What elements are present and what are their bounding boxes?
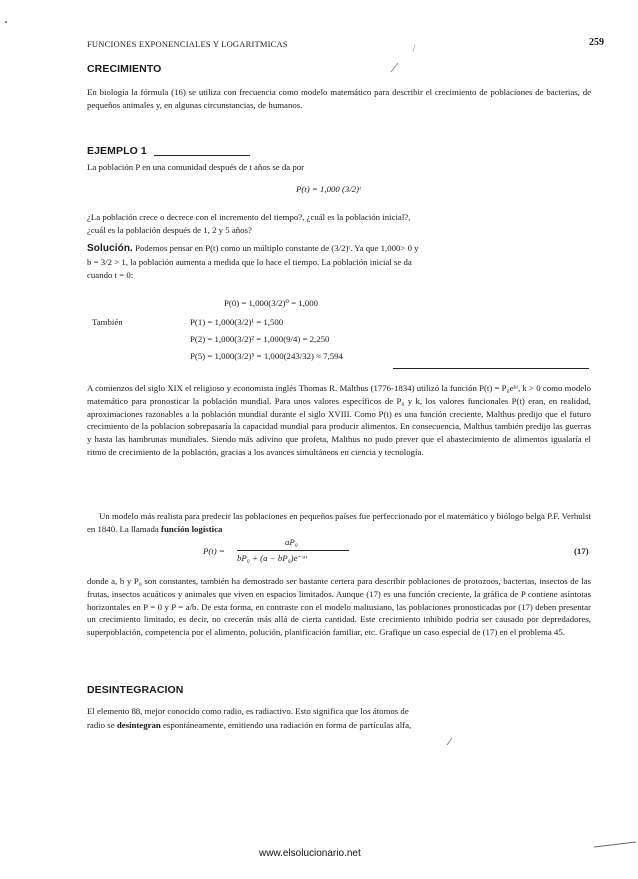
equation-p1: P(1) = 1,000(3/2)¹ = 1,500 [190, 317, 284, 327]
equation-p2: P(2) = 1,000(3/2)² = 1,000(9/4) = 2,250 [190, 334, 330, 344]
malthus-paragraph: A comienzos del siglo XIX el religioso y economista inglés Thomas R. Malthus (1776-1834) utilizó la función P(t) = P₀eᵏᵗ, k > 0 como modelo matemático para pronosticar la población mundial. Para unos valores específicos de P₀ y k, los valores funcionales P(t) eran, en realidad, aproximaciones razonables a la población mundial durante el siglo XVIII. Como P(t) es una función creciente, Malthus predijo que el futuro crecimiento de la poblacion sobrepasaría la capacidad mundial para producir alimentos. En consecuencia, Malthus también predijo las guerras y hasta las hambrunas mundiales. Siendo más adivino que profeta, Malthus no pudo prever que el abastecimiento de alimentos igualaría el ritmo de crecimiento de la población, gracias a los avances simultáneos en ciencia y tecnología. [87, 383, 591, 457]
footer-url[interactable]: www.elsolucionario.net [259, 848, 361, 859]
desintegracion-line-2-pre: radio se [87, 720, 115, 730]
desintegracion-line-1: El elemento 88, mejor conocido como radio, es radiactivo. Esto significa que los átomos de [87, 706, 409, 716]
example-question-2: ¿cuál es la población después de 1, 2 y 5 años? [87, 225, 252, 235]
solution-label: Solución. [87, 243, 133, 254]
logistic-lhs: P(t) = [203, 546, 225, 556]
example-label: EJEMPLO 1 [87, 145, 147, 157]
running-header: FUNCIONES EXPONENCIALES Y LOGARITMICAS [87, 39, 288, 49]
desintegran-term: desintegran [116, 720, 161, 730]
solution-line-2: b = 3/2 > 1, la población aumenta a medida que lo hace el tiempo. La población inicial se da [87, 257, 412, 267]
example-question-1: ¿La población crece o decrece con el incremento del tiempo?, ¿cuál es la población inicial?, [87, 212, 411, 222]
logistic-term: función logística [161, 523, 223, 534]
equation-number-17: (17) [574, 546, 589, 556]
logistic-discussion-paragraph: donde a, b y P₀ son constantes, también ha demostrado ser bastante certera para describir poblaciones de protozoos, bacterias, insectos de las frutas, insectos acuáticos y animales que viven en espacios limitados. Aunque (17) es una función creciente, la gráfica de P contiene asíntotas horizontales en P = 0 y P = a/b. De esta forma, en contraste con el modelo maltusiano, las poblaciones pronosticadas por (17) deben presentar un crecimiento limitado, es decir, no crecerán más allá de cierta cantidad. Este crecimiento inhibido podría ser causado por depredadores, superpoblación, competencia por el alimento, polución, planificación familiar, etc. Grafique un caso especial de (17) en el problema 45. [87, 576, 591, 638]
solution-line-1-text: Podemos pensar en P(t) como un múltiplo constante de (3/2)ᵗ. Ya que 1,000> 0 y [135, 243, 419, 253]
tambien-label: También [92, 317, 123, 327]
logistic-numerator: aP₀ [285, 537, 298, 547]
example-formula: P(t) = 1,000 (3/2)ᵗ [296, 184, 361, 194]
section-heading-desintegracion: DESINTEGRACION [87, 684, 184, 696]
solution-line-3: cuando t = 0: [87, 270, 134, 280]
equation-p5: P(5) = 1,000(3/2)⁵ = 1,000(243/32) ≈ 7,594 [190, 351, 343, 361]
example-intro: La población P en una comunidad después de t años se da por [87, 162, 305, 172]
crecimiento-paragraph: En biología la fórmula (16) se utiliza con frecuencia como modelo matemático para describir el crecimiento de poblaciones de bacterias, de pequeños animales y, en algunas circunstancias, de humanos. [87, 87, 591, 110]
verhulst-text: Un modelo más realista para predecir las poblaciones en pequeños países fue perfeccionado por el matemático y biólogo belga P.F. Verhulst en 1840. La llamada [87, 511, 591, 534]
logistic-denominator: bP₀ + (a − bP₀)e⁻ᵃᵗ [237, 553, 308, 563]
page-number: 259 [589, 37, 604, 48]
desintegracion-line-2-post: espontáneamente, emitiendo una radiación en forma de partículas alfa, [163, 720, 412, 730]
section-heading-crecimiento: CRECIMIENTO [87, 63, 162, 75]
equation-p0: P(0) = 1,000(3/2)⁰ = 1,000 [224, 298, 319, 308]
